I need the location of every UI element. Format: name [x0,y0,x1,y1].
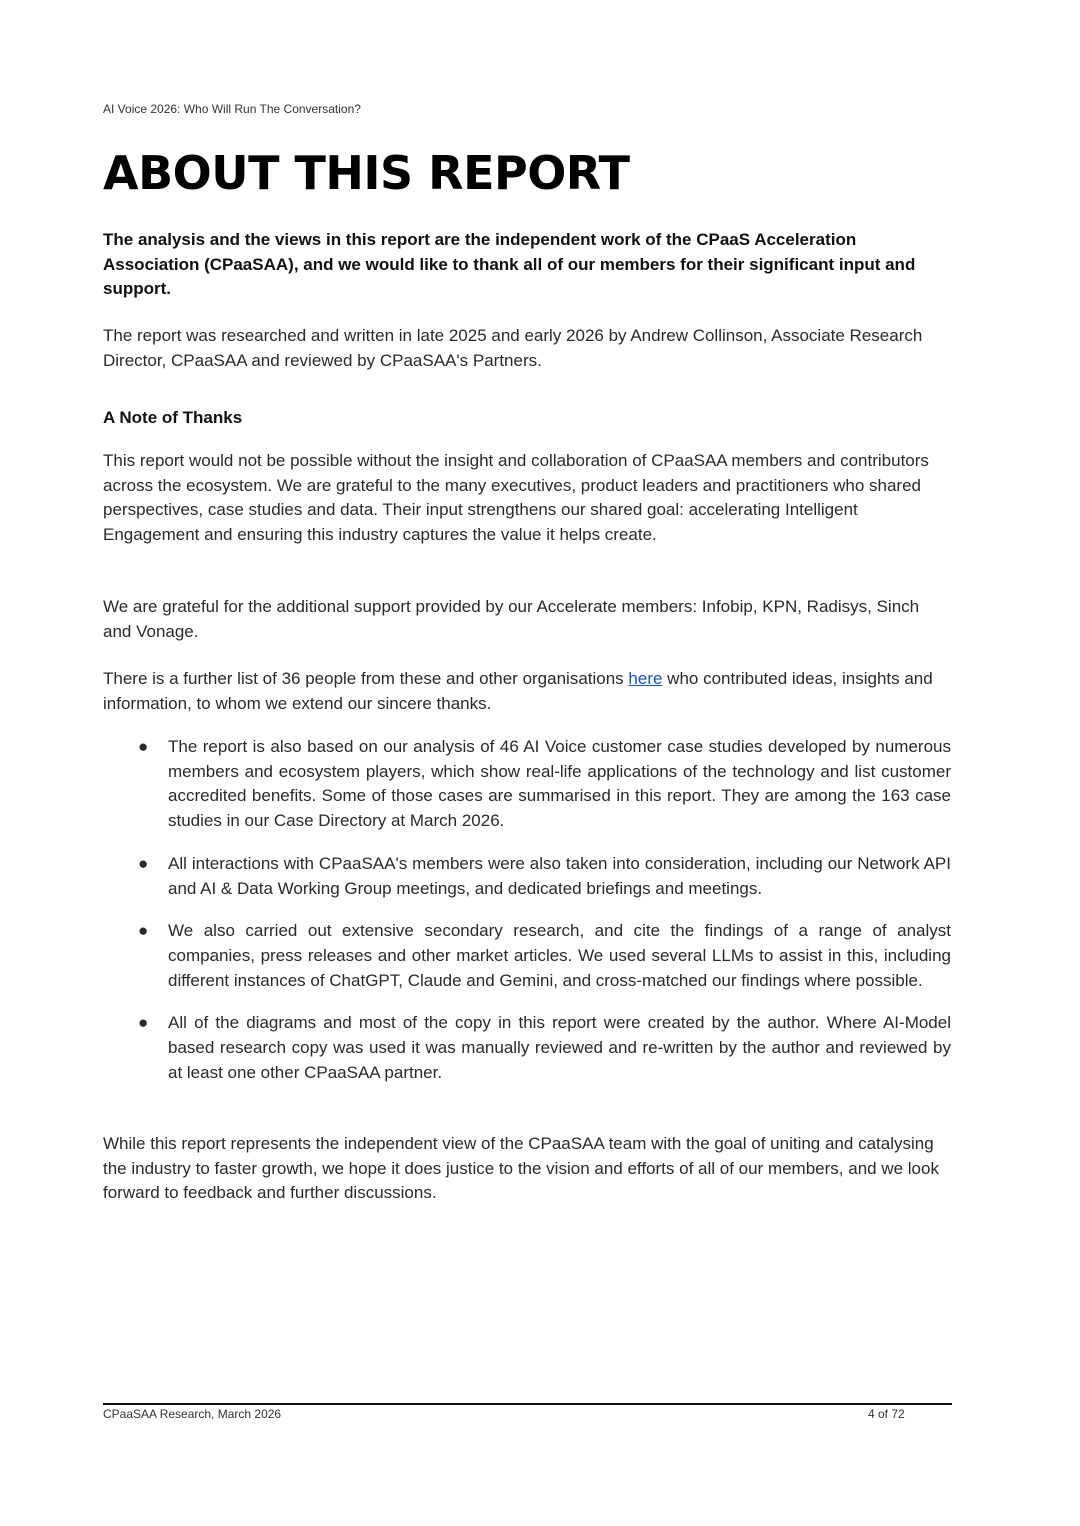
footer-divider [103,1403,952,1405]
intro-paragraph: The analysis and the views in this report are the independent work of the CPaaS Acceleration Association (CPaaSAA), and we would like to thank all of our members for their significant input and support. [103,230,916,299]
running-header: AI Voice 2026: Who Will Run The Conversation? [103,102,361,116]
thanks-heading: A Note of Thanks [103,408,243,427]
list-item-text: All of the diagrams and most of the copy in this report were created by the author. Where AI-Model based research copy was used it was manually reviewed and re-written by the author and reviewed by at least one other CPaaSAA partner. [168,1013,951,1082]
contributors-text-after: who contributed ideas, insights and information, to whom we extend our sincere thanks. [103,669,933,713]
support-paragraph: We are grateful for the additional support provided by our Accelerate members: Infobip, KPN, Radisys, Sinch and Vonage. [103,597,920,641]
bullet-icon: ● [138,737,149,756]
page-title: ABOUT THIS REPORT [103,146,630,200]
methodology-list [103,735,951,1085]
authorship-paragraph: The report was researched and written in late 2025 and early 2026 by Andrew Collinson, Associate Research Director, CPaaSAA and reviewed by CPaaSAA's Partners. [103,326,923,370]
list-item [103,735,951,834]
bullet-icon: ● [138,1013,149,1033]
contributors-paragraph [103,667,951,716]
list-item [103,1011,951,1085]
bullet-icon: ● [138,921,149,941]
list-item-text: The report is also based on our analysis of 46 AI Voice customer case studies developed by numerous members and ecosystem players, which show real-life applications of the technology and list customer accredited benefits. Some of those cases are summarised in this report. They are among the 163 case studies in our Case Directory at March 2026. [168,737,951,831]
list-item-text: All interactions with CPaaSAA's members were also taken into consideration, including our Network API and AI & Data Working Group meetings, and dedicated briefings and meetings. [168,853,951,898]
footer-text: CPaaSAA Research, March 2026 [103,1407,282,1421]
closing-paragraph: While this report represents the independent view of the CPaaSAA team with the goal of uniting and catalysing the industry to faster growth, we hope it does justice to the vision and efforts of all of our members, and we look forward to feedback and further discussions. [103,1134,939,1203]
contributors-text-before: There is a further list of 36 people from these and other organisations [103,669,629,688]
bullet-icon: ● [138,853,149,873]
list-item [103,919,951,993]
thanks-paragraph: This report would not be possible without the insight and collaboration of CPaaSAA members and contributors across the ecosystem. We are grateful to the many executives, product leaders and practitioners who shared perspectives, case studies and data. Their input strengthens our shared goal: accelerating Intelligent Engagement and ensuring this industry captures the value it helps create. [103,451,929,545]
list-item-text: We also carried out extensive secondary research, and cite the findings of a range of analyst companies, press releases and other market articles. We used several LLMs to assist in this, including different instances of ChatGPT, Claude and Gemini, and cross-matched our findings where possible. [168,921,951,990]
list-item [103,852,951,901]
page-number: 4 of 72 [868,1407,905,1421]
contributors-link[interactable]: here [628,669,663,688]
